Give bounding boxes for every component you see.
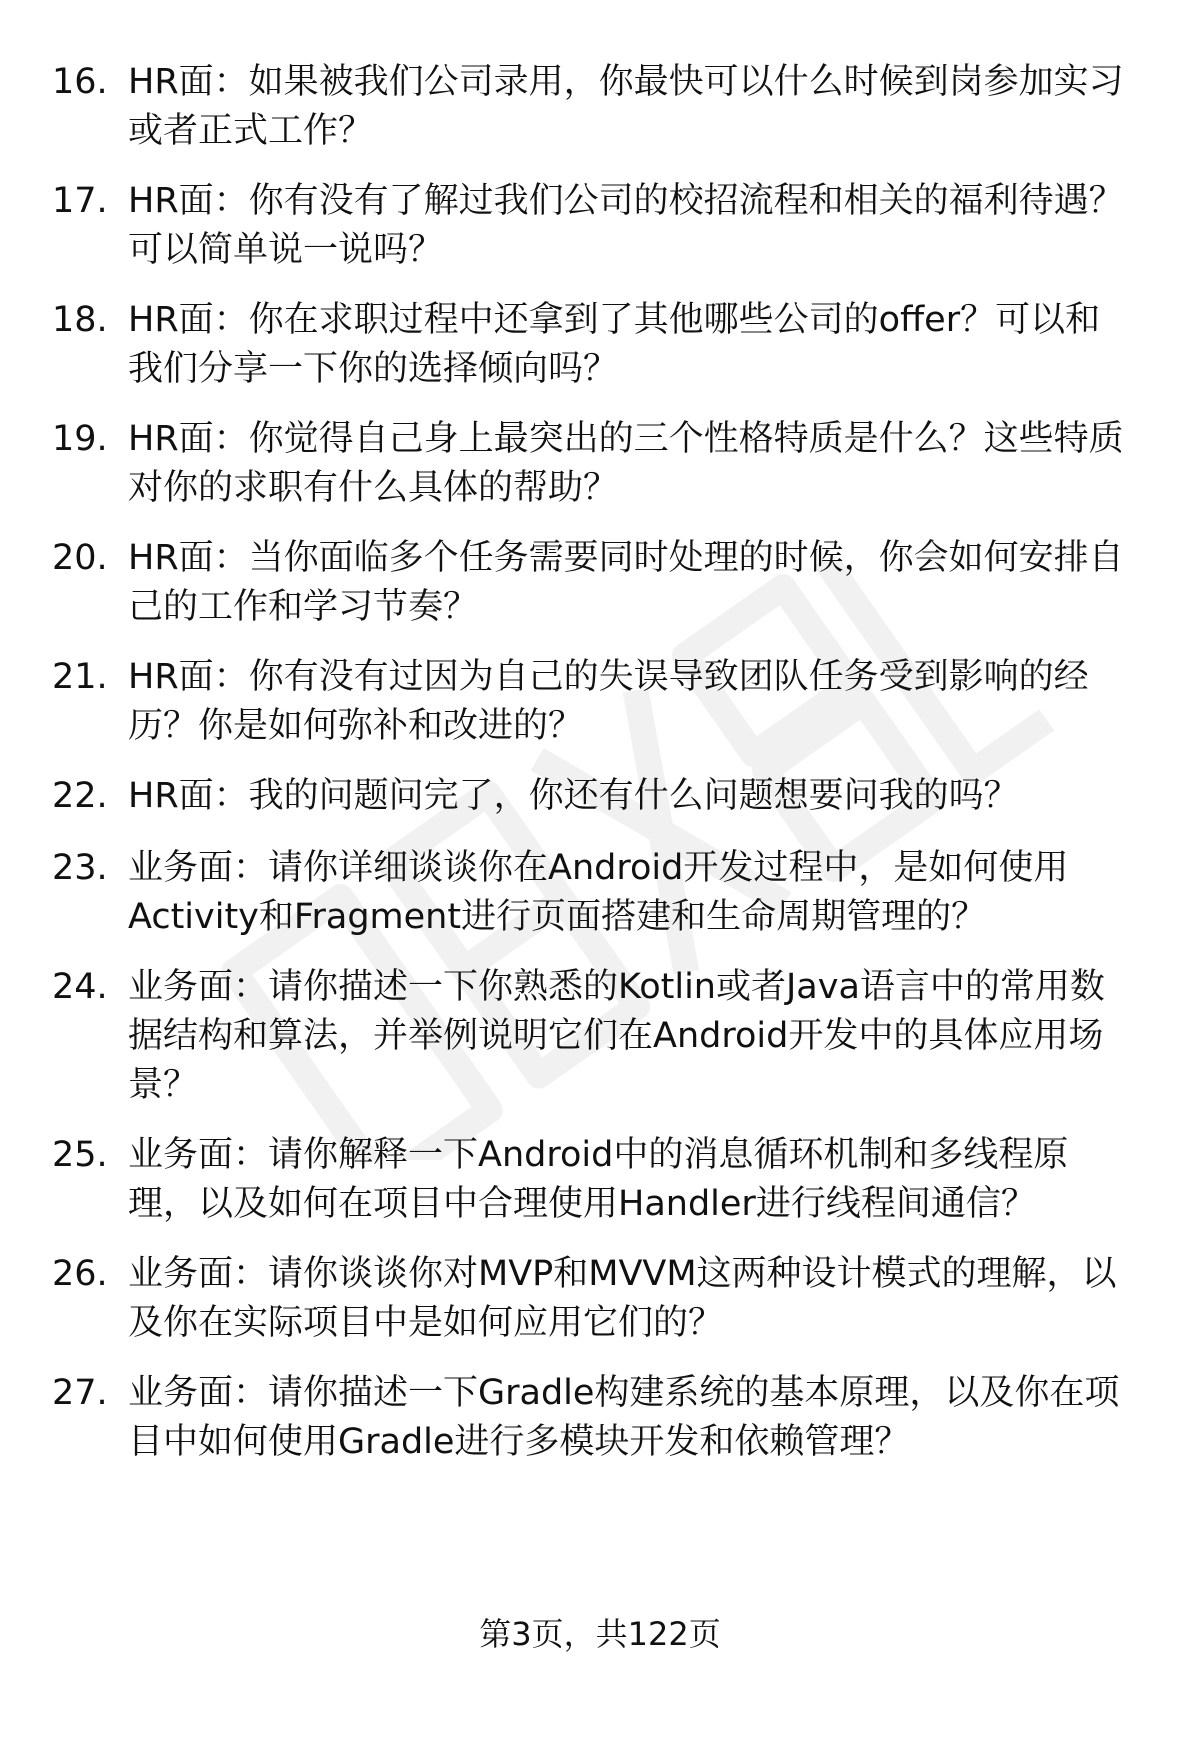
list-item — [52, 653, 1162, 751]
question-number: 25. — [52, 1135, 108, 1175]
list-item — [52, 1131, 1162, 1229]
question-text: 业务面：请你描述一下你熟悉的Kotlin或者Java语言中的常用数 据结构和算法，并举例说明它们在Android开发中的具体应用场 景？ — [128, 967, 1105, 1105]
question-number: 16. — [52, 62, 108, 102]
question-number: 24. — [52, 967, 108, 1007]
question-number: 23. — [52, 848, 108, 888]
question-text: HR面：我的问题问完了，你还有什么问题想要问我的吗？ — [128, 776, 1019, 816]
list-item — [52, 296, 1162, 394]
question-text: HR面：你有没有了解过我们公司的校招流程和相关的福利待遇？ 可以简单说一说吗？ — [128, 181, 1124, 270]
question-text: HR面：当你面临多个任务需要同时处理的时候，你会如何安排自 己的工作和学习节奏？ — [128, 538, 1124, 627]
question-number: 26. — [52, 1254, 108, 1294]
question-number: 22. — [52, 776, 108, 816]
list-item — [52, 963, 1162, 1110]
question-text: 业务面：请你详细谈谈你在Android开发过程中，是如何使用 Activity和Fragment进行页面搭建和生命周期管理的？ — [128, 848, 1069, 937]
list-item — [52, 177, 1162, 275]
question-number: 20. — [52, 538, 108, 578]
list-item — [52, 415, 1162, 513]
question-list — [52, 58, 1162, 1467]
page-indicator: 第3页，共122页 — [479, 1615, 721, 1653]
list-item — [52, 58, 1162, 156]
question-text: 业务面：请你描述一下Gradle构建系统的基本原理，以及你在项 目中如何使用Gradle进行多模块开发和依赖管理？ — [128, 1373, 1120, 1462]
list-item — [52, 844, 1162, 942]
question-number: 18. — [52, 300, 108, 340]
list-item — [52, 1369, 1162, 1467]
question-number: 19. — [52, 419, 108, 459]
question-text: 业务面：请你解释一下Android中的消息循环机制和多线程原 理，以及如何在项目中合理使用Handler进行线程间通信？ — [128, 1135, 1069, 1224]
question-number: 17. — [52, 181, 108, 221]
question-number: 21. — [52, 657, 108, 697]
question-text: HR面：如果被我们公司录用，你最快可以什么时候到岗参加实习 或者正式工作？ — [128, 62, 1124, 151]
question-number: 27. — [52, 1373, 108, 1413]
list-item — [52, 772, 1162, 821]
list-item — [52, 534, 1162, 632]
list-item — [52, 1250, 1162, 1348]
question-text: HR面：你觉得自己身上最突出的三个性格特质是什么？这些特质 对你的求职有什么具体的帮助？ — [128, 419, 1124, 508]
question-text: HR面：你在求职过程中还拿到了其他哪些公司的offer？可以和 我们分享一下你的选择倾向吗？ — [128, 300, 1101, 389]
question-text: HR面：你有没有过因为自己的失误导致团队任务受到影响的经 历？你是如何弥补和改进的？ — [128, 657, 1089, 746]
question-text: 业务面：请你谈谈你对MVP和MVVM这两种设计模式的理解，以 及你在实际项目中是如何应用它们的？ — [128, 1254, 1117, 1343]
